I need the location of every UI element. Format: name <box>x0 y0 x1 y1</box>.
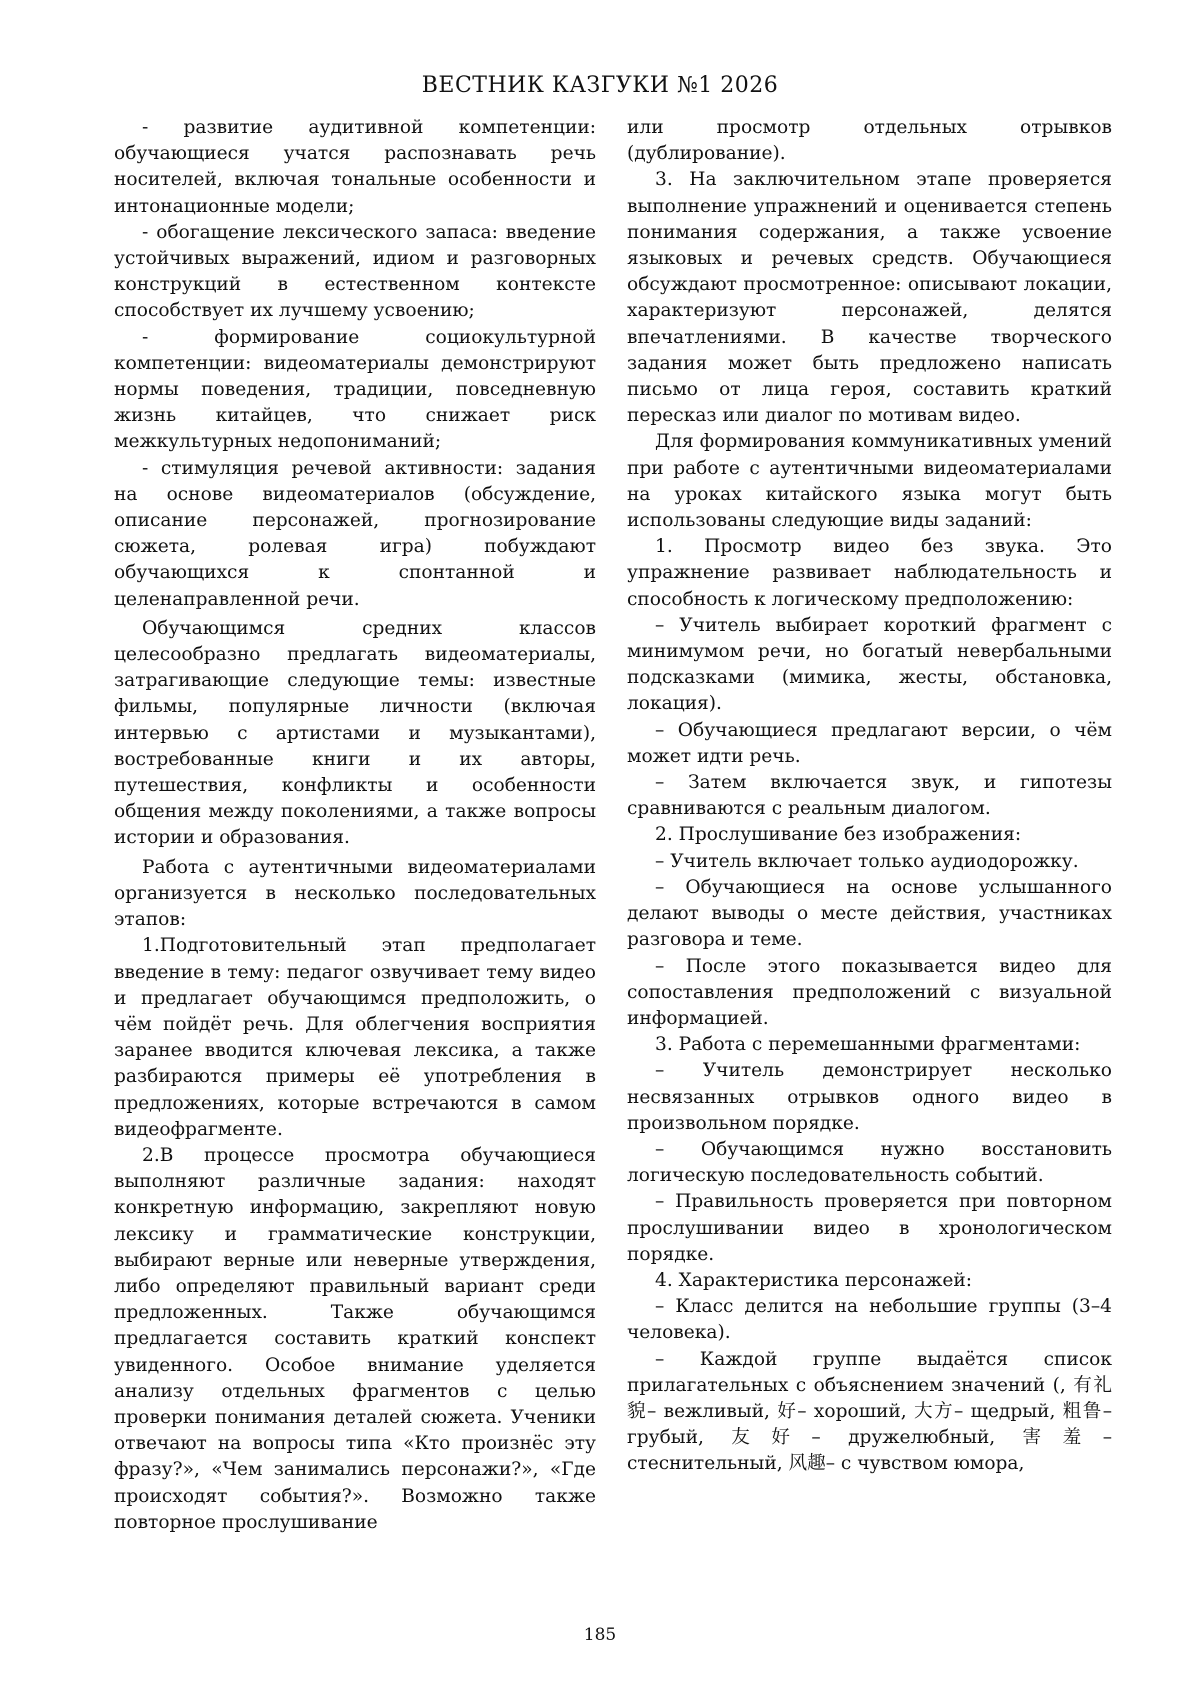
paragraph: – Учитель включает только аудиодорожку. <box>655 850 1079 872</box>
paragraph: – После этого показывается видео для сопоставления предположений с визуальной информацией. <box>627 955 1112 1029</box>
paragraph: – Обучающиеся предлагают версии, о чём может идти речь. <box>627 719 1112 767</box>
paragraph: 2.В процессе просмотра обучающиеся выполняют различные задания: находят конкретную информацию, закрепляют новую лексику и грамматические конструкции, выбирают верные или неверные утверждения, либо определяют правильный вариант среди предложенных. Также обучающимся предлагается составить краткий конспект увиденного. Особое внимание уделяется анализу отдельных фрагментов с целью проверки понимания деталей сюжета. Ученики отвечают на вопросы типа «Кто произнёс эту фразу?», «Чем занимались персонажи?», «Где происходят события?». Возможно также повторное прослушивание <box>114 1144 596 1533</box>
paragraph: 3. На заключительном этапе проверяется выполнение упражнений и оценивается степень понимания содержания, а также усвоение языковых и речевых средств. Обучающиеся обсуждают просмотренное: описывают локации, характеризуют персонажей, делятся впечатлениями. В качестве творческого задания может быть предложено написать письмо от лица героя, составить краткий пересказ или диалог по мотивам видео. <box>627 169 1112 427</box>
paragraph: – Каждой группе выдаётся список прилагательных с объяснением значений (, 有礼貌– вежливый, 好– хороший, 大方– щедрый, 粗鲁– грубый, 友好– дружелюбный, 害羞– стеснительный, 风趣– с чувством юмора, <box>627 1348 1112 1475</box>
journal-header: ВЕСТНИК КАЗГУКИ №1 2026 <box>421 73 779 98</box>
paragraph: 1.Подготовительный этап предполагает введение в тему: педагог озвучивает тему видео и предлагает обучающимся предположить, о чём пойдёт речь. Для облегчения восприятия заранее вводится ключевая лексика, а также разбираются примеры её употребления в предложениях, которые встречаются в самом видеофрагменте. <box>114 935 596 1140</box>
paragraph: Для формирования коммуникативных умений при работе с аутентичными видеоматериалами на уроках китайского языка могут быть использованы следующие виды заданий: <box>627 431 1112 532</box>
paragraph: 4. Характеристика персонажей: <box>655 1269 973 1291</box>
paragraph: – Правильность проверяется при повторном прослушивании видео в хронологическом порядке. <box>627 1191 1112 1265</box>
paragraph: - формирование социокультурной компетенции: видеоматериалы демонстрируют нормы поведения, традиции, повседневную жизнь китайцев, что снижает риск межкультурных недопониманий; <box>114 326 596 453</box>
paragraph: - развитие аудитивной компетенции: обучающиеся учатся распознавать речь носителей, включая тональные особенности и интонационные модели; <box>114 117 596 217</box>
paragraph: – Обучающиеся на основе услышанного делают выводы о месте действия, участниках разговора и теме. <box>627 876 1112 951</box>
paragraph: - стимуляция речевой активности: задания на основе видеоматериалов (обсуждение, описание персонажей, прогнозирование сюжета, ролевая игра) побуждают обучающихся к спонтанной и целенаправленной речи. <box>114 457 596 610</box>
paragraph: 3. Работа с перемешанными фрагментами: <box>655 1034 1081 1056</box>
paragraph: Обучающимся средних классов целесообразно предлагать видеоматериалы, затрагивающие следующие темы: известные фильмы, популярные личности (включая интервью с артистами и музыкантами), востребованные книги и их авторы, путешествия, конфликты и особенности общения между поколениями, а также вопросы истории и образования. <box>114 617 596 849</box>
paragraph: – Учитель демонстрирует несколько несвязанных отрывков одного видео в произвольном порядке. <box>627 1060 1112 1134</box>
paragraph: Работа с аутентичными видеоматериалами организуется в несколько последовательных этапов: <box>114 856 596 931</box>
page-number: 185 <box>583 1625 617 1645</box>
paragraph: – Обучающимся нужно восстановить логическую последовательность событий. <box>627 1138 1112 1187</box>
paragraph: – Затем включается звук, и гипотезы сравниваются с реальным диалогом. <box>627 772 1112 820</box>
paragraph: 2. Прослушивание без изображения: <box>655 824 1022 846</box>
right-column <box>627 115 1112 1478</box>
left-column <box>114 115 596 1536</box>
paragraph: – Учитель выбирает короткий фрагмент с минимумом речи, но богатый невербальными подсказками (мимика, жесты, обстановка, локация). <box>627 614 1112 715</box>
paragraph: - обогащение лексического запаса: введение устойчивых выражений, идиом и разговорных конструкций в естественном контексте способствует их лучшему усвоению; <box>114 221 596 322</box>
paragraph: 1. Просмотр видео без звука. Это упражнение развивает наблюдательность и способность к логическому предположению: <box>627 536 1112 610</box>
paragraph: или просмотр отдельных отрывков (дублирование). <box>627 117 1112 165</box>
paragraph: – Класс делится на небольшие группы (3–4 человека). <box>627 1296 1112 1344</box>
